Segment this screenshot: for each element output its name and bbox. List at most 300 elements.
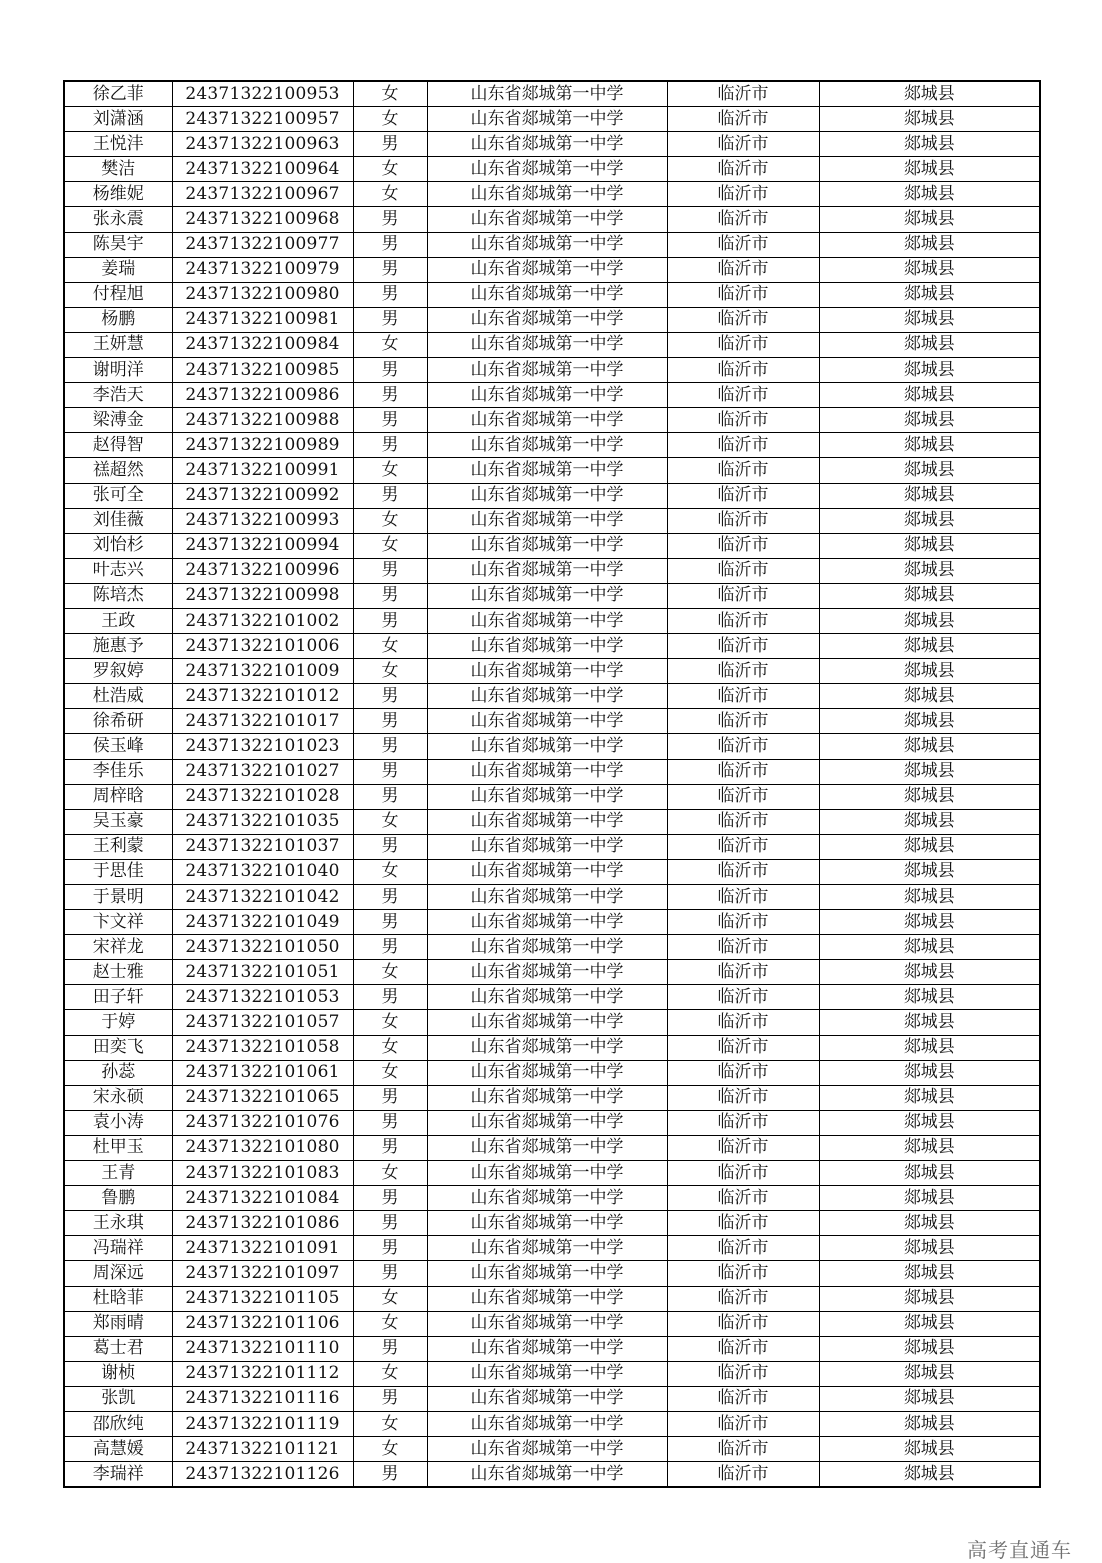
cell-gender: 男 [353,132,427,157]
cell-name: 田子轩 [64,985,172,1010]
cell-county: 郯城县 [819,1411,1040,1436]
cell-county: 郯城县 [819,1236,1040,1261]
cell-city: 临沂市 [667,935,819,960]
cell-name: 刘佳薇 [64,508,172,533]
cell-exam-id: 24371322100979 [172,257,353,282]
cell-city: 临沂市 [667,358,819,383]
table-row [64,834,1040,859]
cell-gender: 男 [353,483,427,508]
cell-exam-id: 24371322101037 [172,834,353,859]
cell-city: 临沂市 [667,709,819,734]
cell-gender: 女 [353,508,427,533]
cell-school: 山东省郯城第一中学 [427,307,667,332]
table-row [64,885,1040,910]
cell-city: 临沂市 [667,684,819,709]
cell-gender: 女 [353,1411,427,1436]
cell-name: 禚超然 [64,458,172,483]
cell-school: 山东省郯城第一中学 [427,1211,667,1236]
table-row [64,1236,1040,1261]
cell-county: 郯城县 [819,659,1040,684]
cell-gender: 男 [353,910,427,935]
table-row [64,1261,1040,1286]
cell-school: 山东省郯城第一中学 [427,1411,667,1436]
cell-name: 李浩天 [64,383,172,408]
cell-county: 郯城县 [819,1336,1040,1361]
cell-exam-id: 24371322100992 [172,483,353,508]
cell-exam-id: 24371322100994 [172,533,353,558]
cell-city: 临沂市 [667,885,819,910]
cell-county: 郯城县 [819,1110,1040,1135]
cell-gender: 男 [353,1462,427,1488]
cell-exam-id: 24371322100986 [172,383,353,408]
cell-county: 郯城县 [819,910,1040,935]
cell-school: 山东省郯城第一中学 [427,332,667,357]
cell-name: 周深远 [64,1261,172,1286]
cell-gender: 男 [353,257,427,282]
table-row [64,157,1040,182]
cell-gender: 男 [353,232,427,257]
cell-exam-id: 24371322100984 [172,332,353,357]
cell-school: 山东省郯城第一中学 [427,483,667,508]
cell-name: 谢明洋 [64,358,172,383]
cell-gender: 男 [353,433,427,458]
cell-county: 郯城县 [819,859,1040,884]
cell-city: 临沂市 [667,1161,819,1186]
cell-school: 山东省郯城第一中学 [427,1462,667,1488]
cell-name: 宋祥龙 [64,935,172,960]
cell-county: 郯城县 [819,885,1040,910]
table-row [64,307,1040,332]
cell-school: 山东省郯城第一中学 [427,935,667,960]
cell-school: 山东省郯城第一中学 [427,885,667,910]
cell-gender: 男 [353,207,427,232]
cell-exam-id: 24371322101097 [172,1261,353,1286]
cell-exam-id: 24371322101084 [172,1186,353,1211]
cell-city: 临沂市 [667,910,819,935]
table-row [64,81,1040,107]
cell-exam-id: 24371322101083 [172,1161,353,1186]
cell-city: 临沂市 [667,533,819,558]
cell-name: 冯瑞祥 [64,1236,172,1261]
cell-city: 临沂市 [667,1437,819,1462]
cell-school: 山东省郯城第一中学 [427,1060,667,1085]
cell-exam-id: 24371322100977 [172,232,353,257]
table-row [64,483,1040,508]
cell-county: 郯城县 [819,985,1040,1010]
table-row [64,910,1040,935]
cell-city: 临沂市 [667,207,819,232]
cell-name: 杜甲玉 [64,1135,172,1160]
cell-school: 山东省郯城第一中学 [427,1161,667,1186]
cell-exam-id: 24371322100980 [172,282,353,307]
cell-county: 郯城县 [819,508,1040,533]
cell-exam-id: 24371322100953 [172,81,353,107]
table-row [64,1060,1040,1085]
cell-gender: 女 [353,634,427,659]
cell-county: 郯城县 [819,1361,1040,1386]
cell-gender: 男 [353,307,427,332]
cell-city: 临沂市 [667,1311,819,1336]
cell-city: 临沂市 [667,859,819,884]
cell-city: 临沂市 [667,1035,819,1060]
cell-gender: 女 [353,859,427,884]
table-row [64,1336,1040,1361]
cell-gender: 男 [353,985,427,1010]
cell-gender: 男 [353,608,427,633]
table-row [64,1462,1040,1488]
cell-exam-id: 24371322101042 [172,885,353,910]
cell-city: 临沂市 [667,282,819,307]
cell-name: 赵士雅 [64,960,172,985]
cell-exam-id: 24371322101106 [172,1311,353,1336]
cell-county: 郯城县 [819,608,1040,633]
cell-city: 临沂市 [667,107,819,132]
cell-city: 临沂市 [667,558,819,583]
cell-school: 山东省郯城第一中学 [427,834,667,859]
cell-exam-id: 24371322100988 [172,408,353,433]
cell-city: 临沂市 [667,583,819,608]
cell-gender: 男 [353,1386,427,1411]
cell-city: 临沂市 [667,659,819,684]
cell-county: 郯城县 [819,834,1040,859]
cell-exam-id: 24371322101126 [172,1462,353,1488]
roster-table-container [63,80,1039,1488]
cell-exam-id: 24371322100993 [172,508,353,533]
cell-name: 王悦沣 [64,132,172,157]
cell-county: 郯城县 [819,558,1040,583]
cell-city: 临沂市 [667,960,819,985]
cell-city: 临沂市 [667,132,819,157]
cell-gender: 男 [353,558,427,583]
table-row [64,332,1040,357]
cell-gender: 男 [353,935,427,960]
cell-city: 临沂市 [667,81,819,107]
table-row [64,759,1040,784]
cell-school: 山东省郯城第一中学 [427,734,667,759]
cell-gender: 男 [353,583,427,608]
cell-name: 张永震 [64,207,172,232]
cell-city: 临沂市 [667,157,819,182]
cell-school: 山东省郯城第一中学 [427,408,667,433]
cell-city: 临沂市 [667,1336,819,1361]
cell-city: 临沂市 [667,759,819,784]
cell-name: 付程旭 [64,282,172,307]
cell-county: 郯城县 [819,634,1040,659]
cell-name: 于思佳 [64,859,172,884]
cell-county: 郯城县 [819,1311,1040,1336]
cell-school: 山东省郯城第一中学 [427,1261,667,1286]
cell-city: 临沂市 [667,834,819,859]
cell-county: 郯城县 [819,257,1040,282]
cell-name: 张凯 [64,1386,172,1411]
cell-county: 郯城县 [819,182,1040,207]
cell-city: 临沂市 [667,1261,819,1286]
cell-city: 临沂市 [667,1211,819,1236]
table-row [64,182,1040,207]
cell-exam-id: 24371322101040 [172,859,353,884]
cell-name: 于婷 [64,1010,172,1035]
cell-name: 王利蒙 [64,834,172,859]
table-row [64,684,1040,709]
cell-gender: 女 [353,1161,427,1186]
table-row [64,1286,1040,1311]
cell-county: 郯城县 [819,1060,1040,1085]
cell-exam-id: 24371322101057 [172,1010,353,1035]
cell-name: 周梓晗 [64,784,172,809]
table-row [64,935,1040,960]
cell-city: 临沂市 [667,985,819,1010]
cell-name: 王妍慧 [64,332,172,357]
table-row [64,282,1040,307]
cell-city: 临沂市 [667,1010,819,1035]
cell-name: 卞文祥 [64,910,172,935]
table-row [64,433,1040,458]
cell-school: 山东省郯城第一中学 [427,1135,667,1160]
cell-name: 赵得智 [64,433,172,458]
cell-city: 临沂市 [667,1135,819,1160]
cell-gender: 女 [353,1286,427,1311]
cell-exam-id: 24371322100981 [172,307,353,332]
cell-city: 临沂市 [667,784,819,809]
table-row [64,558,1040,583]
cell-county: 郯城县 [819,157,1040,182]
cell-name: 李瑞祥 [64,1462,172,1488]
cell-city: 临沂市 [667,1085,819,1110]
cell-gender: 男 [353,408,427,433]
cell-city: 临沂市 [667,809,819,834]
cell-exam-id: 24371322101035 [172,809,353,834]
cell-exam-id: 24371322101116 [172,1386,353,1411]
cell-name: 王政 [64,608,172,633]
table-row [64,257,1040,282]
table-row [64,1437,1040,1462]
cell-gender: 男 [353,383,427,408]
cell-exam-id: 24371322101080 [172,1135,353,1160]
table-row [64,583,1040,608]
cell-exam-id: 24371322100991 [172,458,353,483]
cell-gender: 男 [353,1135,427,1160]
table-row [64,1186,1040,1211]
cell-name: 杜晗菲 [64,1286,172,1311]
cell-school: 山东省郯城第一中学 [427,182,667,207]
cell-city: 临沂市 [667,232,819,257]
cell-school: 山东省郯城第一中学 [427,1361,667,1386]
cell-gender: 女 [353,809,427,834]
cell-gender: 男 [353,734,427,759]
cell-gender: 男 [353,1336,427,1361]
cell-county: 郯城县 [819,1035,1040,1060]
cell-exam-id: 24371322101091 [172,1236,353,1261]
cell-school: 山东省郯城第一中学 [427,985,667,1010]
cell-name: 田奕飞 [64,1035,172,1060]
cell-name: 施惠予 [64,634,172,659]
cell-city: 临沂市 [667,1386,819,1411]
cell-city: 临沂市 [667,433,819,458]
cell-school: 山东省郯城第一中学 [427,583,667,608]
table-row [64,1311,1040,1336]
table-row [64,1085,1040,1110]
cell-county: 郯城县 [819,132,1040,157]
cell-gender: 男 [353,684,427,709]
table-row [64,107,1040,132]
table-row [64,709,1040,734]
cell-gender: 男 [353,834,427,859]
table-row [64,985,1040,1010]
cell-county: 郯城县 [819,282,1040,307]
table-row [64,809,1040,834]
cell-exam-id: 24371322101105 [172,1286,353,1311]
cell-city: 临沂市 [667,1411,819,1436]
cell-county: 郯城县 [819,583,1040,608]
cell-gender: 女 [353,157,427,182]
cell-gender: 女 [353,81,427,107]
cell-school: 山东省郯城第一中学 [427,132,667,157]
cell-county: 郯城县 [819,684,1040,709]
cell-gender: 男 [353,885,427,910]
table-row [64,383,1040,408]
cell-school: 山东省郯城第一中学 [427,1085,667,1110]
cell-county: 郯城县 [819,1085,1040,1110]
cell-county: 郯城县 [819,383,1040,408]
cell-exam-id: 24371322101028 [172,784,353,809]
cell-county: 郯城县 [819,332,1040,357]
cell-name: 杨维妮 [64,182,172,207]
cell-county: 郯城县 [819,759,1040,784]
table-row [64,960,1040,985]
cell-gender: 女 [353,1311,427,1336]
cell-school: 山东省郯城第一中学 [427,81,667,107]
table-row [64,1110,1040,1135]
cell-gender: 女 [353,107,427,132]
cell-school: 山东省郯城第一中学 [427,1110,667,1135]
cell-name: 邵欣纯 [64,1411,172,1436]
cell-school: 山东省郯城第一中学 [427,533,667,558]
cell-school: 山东省郯城第一中学 [427,1286,667,1311]
cell-city: 临沂市 [667,257,819,282]
watermark-text: 高考直通车 [967,1538,1072,1562]
table-row [64,232,1040,257]
table-row [64,634,1040,659]
cell-county: 郯城县 [819,433,1040,458]
cell-name: 刘潇涵 [64,107,172,132]
cell-exam-id: 24371322100967 [172,182,353,207]
cell-school: 山东省郯城第一中学 [427,358,667,383]
cell-exam-id: 24371322101121 [172,1437,353,1462]
table-row [64,1161,1040,1186]
cell-exam-id: 24371322101076 [172,1110,353,1135]
cell-name: 姜瑞 [64,257,172,282]
table-row [64,1035,1040,1060]
cell-gender: 女 [353,1035,427,1060]
cell-exam-id: 24371322101061 [172,1060,353,1085]
cell-name: 徐希研 [64,709,172,734]
table-row [64,207,1040,232]
cell-exam-id: 24371322100963 [172,132,353,157]
cell-school: 山东省郯城第一中学 [427,508,667,533]
cell-name: 杨鹏 [64,307,172,332]
table-row [64,1361,1040,1386]
table-row [64,533,1040,558]
cell-exam-id: 24371322101110 [172,1336,353,1361]
cell-exam-id: 24371322100996 [172,558,353,583]
cell-name: 孙蕊 [64,1060,172,1085]
cell-school: 山东省郯城第一中学 [427,458,667,483]
table-row [64,458,1040,483]
table-row [64,659,1040,684]
cell-gender: 女 [353,659,427,684]
cell-school: 山东省郯城第一中学 [427,659,667,684]
cell-gender: 男 [353,784,427,809]
cell-county: 郯城县 [819,709,1040,734]
cell-name: 侯玉峰 [64,734,172,759]
cell-exam-id: 24371322101065 [172,1085,353,1110]
table-row [64,1010,1040,1035]
roster-body [64,81,1040,1487]
cell-gender: 男 [353,759,427,784]
cell-name: 陈昊宇 [64,232,172,257]
cell-gender: 女 [353,1060,427,1085]
cell-school: 山东省郯城第一中学 [427,709,667,734]
cell-gender: 男 [353,1261,427,1286]
cell-city: 临沂市 [667,182,819,207]
student-roster-table [63,80,1041,1488]
cell-county: 郯城县 [819,207,1040,232]
cell-school: 山东省郯城第一中学 [427,1035,667,1060]
cell-gender: 女 [353,332,427,357]
cell-county: 郯城县 [819,232,1040,257]
cell-county: 郯城县 [819,734,1040,759]
cell-name: 张可全 [64,483,172,508]
cell-county: 郯城县 [819,1186,1040,1211]
cell-city: 临沂市 [667,1462,819,1488]
cell-name: 樊洁 [64,157,172,182]
cell-city: 临沂市 [667,483,819,508]
cell-gender: 男 [353,282,427,307]
cell-school: 山东省郯城第一中学 [427,809,667,834]
table-row [64,132,1040,157]
cell-county: 郯城县 [819,81,1040,107]
cell-name: 谢桢 [64,1361,172,1386]
cell-county: 郯城县 [819,1437,1040,1462]
cell-city: 临沂市 [667,408,819,433]
cell-gender: 女 [353,1010,427,1035]
cell-name: 宋永硕 [64,1085,172,1110]
cell-school: 山东省郯城第一中学 [427,107,667,132]
cell-county: 郯城县 [819,1462,1040,1488]
cell-school: 山东省郯城第一中学 [427,859,667,884]
cell-name: 郑雨晴 [64,1311,172,1336]
cell-exam-id: 24371322100968 [172,207,353,232]
table-row [64,1411,1040,1436]
cell-city: 临沂市 [667,383,819,408]
cell-exam-id: 24371322101027 [172,759,353,784]
cell-school: 山东省郯城第一中学 [427,1311,667,1336]
cell-school: 山东省郯城第一中学 [427,759,667,784]
cell-exam-id: 24371322100985 [172,358,353,383]
cell-exam-id: 24371322100989 [172,433,353,458]
cell-exam-id: 24371322100998 [172,583,353,608]
cell-city: 临沂市 [667,508,819,533]
cell-gender: 男 [353,1110,427,1135]
cell-county: 郯城县 [819,408,1040,433]
cell-gender: 女 [353,182,427,207]
cell-exam-id: 24371322101112 [172,1361,353,1386]
table-row [64,859,1040,884]
cell-school: 山东省郯城第一中学 [427,558,667,583]
cell-county: 郯城县 [819,533,1040,558]
cell-city: 临沂市 [667,734,819,759]
cell-gender: 男 [353,1211,427,1236]
